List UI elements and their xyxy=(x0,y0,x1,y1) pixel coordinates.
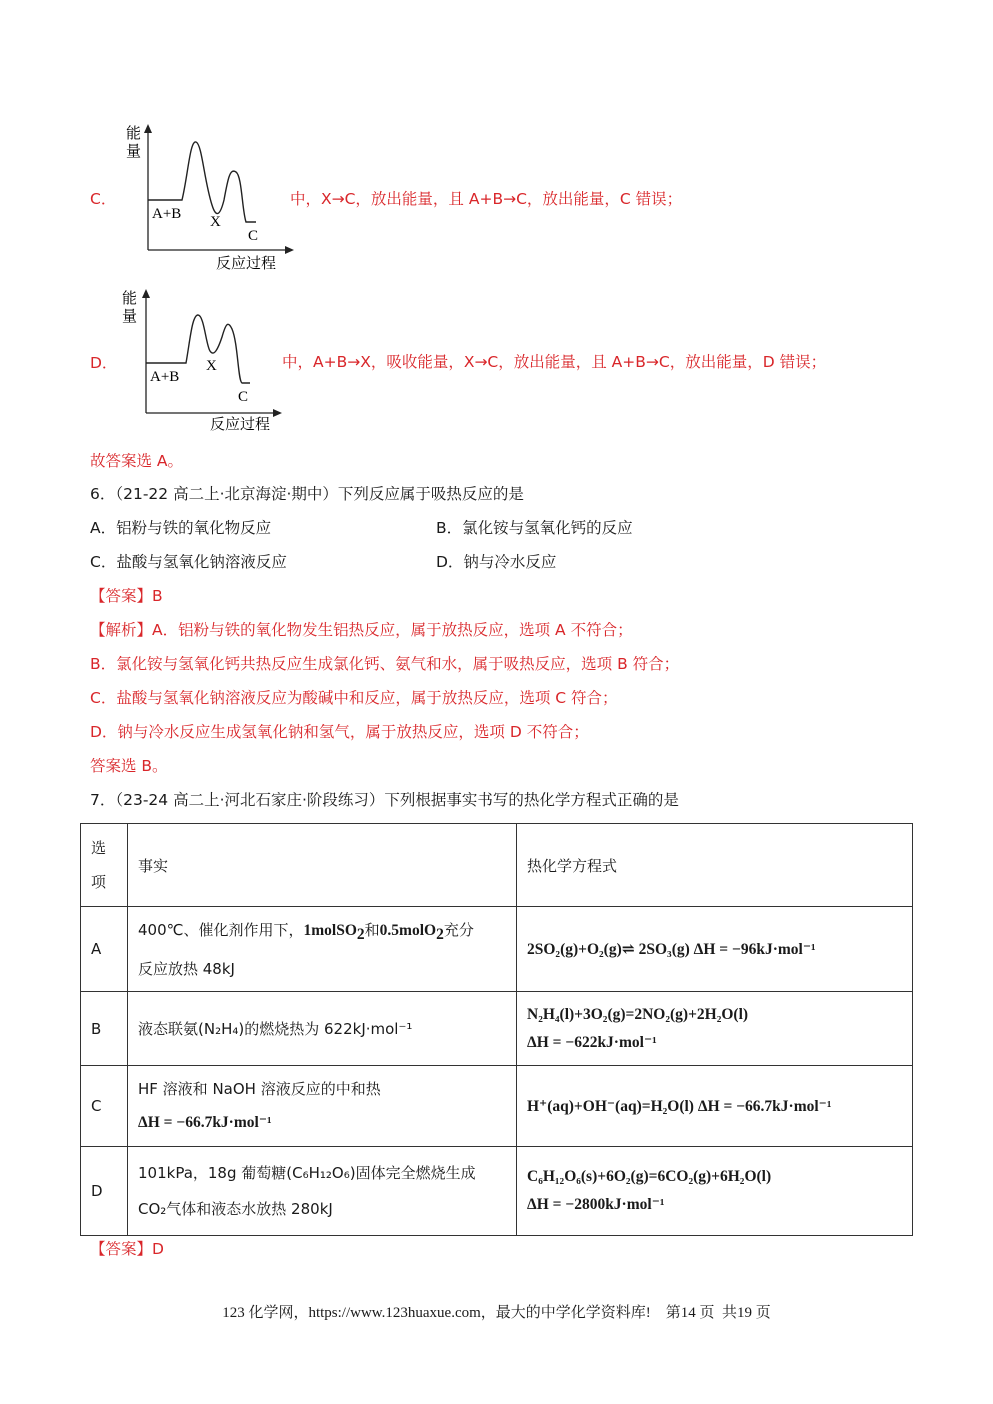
q7-row-c xyxy=(81,1066,913,1147)
q7-header-equation: 热化学方程式 xyxy=(517,824,913,907)
q7-row-c-eq-1: H⁺(aq)+OH⁻(aq)=H₂O(l) ΔH = −66.7kJ·mol⁻¹ xyxy=(527,1098,832,1115)
q7-row-b xyxy=(81,992,913,1066)
q7-row-a-equation xyxy=(517,907,913,992)
diagram-c-end-label: C xyxy=(248,228,259,244)
q7-row-b-equation xyxy=(517,992,913,1066)
diagram-c-ylabel-1: 能 xyxy=(126,126,142,142)
q7-row-d-equation xyxy=(517,1147,913,1236)
q6-option-c: C．盐酸与氢氧化钠溶液反应 xyxy=(90,553,287,571)
diagram-d-end-label: C xyxy=(238,389,249,405)
q7-row-d-option: D xyxy=(81,1147,128,1236)
q7-row-d-eq-1: C₆H₁₂O₆(s)+6O₂(g)=6CO₂(g)+6H₂O(l) xyxy=(527,1168,772,1185)
q6-analysis-line-2: B．氯化铵与氢氧化钙共热反应生成氯化钙、氨气和水，属于吸热反应，选项 B 符合； xyxy=(90,655,680,673)
q6-stem: 6．（21-22 高二上·北京海淀·期中）下列反应属于吸热反应的是 xyxy=(90,485,524,503)
diagram-c-xlabel: 反应过程 xyxy=(216,256,277,272)
q7-row-a-fact-1g: 充分 xyxy=(443,920,474,939)
diagram-d-ylabel-2: 量 xyxy=(122,309,138,325)
q7-header-option-1: 选 xyxy=(91,839,107,857)
q7-row-a-fact xyxy=(128,907,517,992)
q7-row-c-fact-line-1: HF 溶液和 NaOH 溶液反应的中和热 xyxy=(138,1080,381,1098)
q6-analysis-line-3: C．盐酸与氢氧化钠溶液反应为酸碱中和反应，属于放热反应，选项 C 符合； xyxy=(90,689,618,707)
q6-answer xyxy=(90,586,163,606)
q7-header-fact: 事实 xyxy=(128,824,517,907)
q7-row-d-fact-line-2: CO₂气体和液态水放热 280kJ xyxy=(138,1200,333,1218)
q6-conclusion: 答案选 B。 xyxy=(90,757,168,775)
q7-header-option xyxy=(81,824,128,907)
diagram-c-mid-label: X xyxy=(210,214,221,230)
diagram-c-start-label: A+B xyxy=(152,206,182,222)
q6-analysis-line-1 xyxy=(90,620,633,640)
q7-row-a-fact-1f: 2 xyxy=(436,925,444,943)
q7-row-d xyxy=(81,1147,913,1236)
q7-row-b-fact xyxy=(128,992,517,1066)
page-footer: 123 化学网，https://www.123huaxue.com，最大的中学化学资料库! 第14 页 共19 页 xyxy=(222,1305,771,1321)
q7-answer-value: D xyxy=(152,1240,164,1258)
q7-row-b-fact-line-1: 液态联氨(N₂H₄)的燃烧热为 622kJ·mol⁻¹ xyxy=(138,1020,413,1038)
q6-option-b: B．氯化铵与氢氧化钙的反应 xyxy=(436,519,633,537)
q7-row-a-fact-line-1 xyxy=(138,913,506,952)
q7-row-a-fact-line-2: 反应放热 48kJ xyxy=(138,959,235,978)
q6-answer-value: B xyxy=(152,587,163,605)
q7-row-b-eq-1: N₂H₄(l)+3O₂(g)=2NO₂(g)+2H₂O(l) xyxy=(527,1005,749,1023)
q7-row-a-fact-1d: 和 xyxy=(364,920,380,939)
q7-row-a-fact-1a: 400℃、催化剂作用下， xyxy=(138,920,304,939)
q7-row-a-fact-1c: 2 xyxy=(356,925,365,943)
q7-row-a-eq-1: 2SO₂(g)+O₂(g)⇌ 2SO₃(g) ΔH = −96kJ·mol⁻¹ xyxy=(527,941,816,958)
diagram-d-start-label: A+B xyxy=(150,369,180,385)
q7-table-header xyxy=(81,824,913,907)
option-c-letter: C． xyxy=(90,190,117,208)
q7-answer-label: 【答案】 xyxy=(90,1240,153,1258)
q7-row-d-fact-line-1: 101kPa，18g 葡萄糖(C₆H₁₂O₆)固体完全燃烧生成 xyxy=(138,1164,476,1182)
q6-option-a: A．铝粉与铁的氧化物反应 xyxy=(90,519,272,537)
q7-answer xyxy=(90,1239,164,1259)
energy-diagram-d xyxy=(118,285,288,440)
q7-row-c-fact xyxy=(128,1066,517,1147)
q7-stem: 7．（23-24 高二上·河北石家庄·阶段练习）下列根据事实书写的热化学方程式正确的是 xyxy=(90,791,679,809)
q7-row-c-fact-line-2: ΔH = −66.7kJ·mol⁻¹ xyxy=(138,1114,272,1131)
q7-row-a-fact-1e: 0.5molO xyxy=(379,921,437,939)
diagram-d-ylabel-1: 能 xyxy=(122,291,138,307)
q7-row-a-fact-1b: 1molSO xyxy=(303,921,357,939)
q7-row-b-eq-2: ΔH = −622kJ·mol⁻¹ xyxy=(527,1033,657,1051)
q7-row-d-eq-2: ΔH = −2800kJ·mol⁻¹ xyxy=(527,1196,665,1213)
diagram-c-ylabel-2: 量 xyxy=(126,144,142,160)
q7-row-a-option: A xyxy=(81,907,128,992)
q7-row-c-equation xyxy=(517,1066,913,1147)
q7-row-a xyxy=(81,907,913,992)
q5-conclusion: 故答案选 A。 xyxy=(90,452,184,470)
q7-row-b-option: B xyxy=(81,992,128,1066)
q6-answer-label: 【答案】 xyxy=(90,587,153,605)
q7-header-option-2: 项 xyxy=(91,873,107,891)
q7-row-d-fact xyxy=(128,1147,517,1236)
option-c-text: 中，X→C，放出能量，且 A+B→C，放出能量，C 错误； xyxy=(290,190,683,208)
q7-row-c-option: C xyxy=(81,1066,128,1147)
diagram-d-mid-label: X xyxy=(206,358,217,374)
q6-analysis-line-4: D．钠与冷水反应生成氢氧化钠和氢气，属于放热反应，选项 D 不符合； xyxy=(90,723,589,741)
q6-analysis-label: 【解析】 xyxy=(90,621,153,639)
option-d-text: 中，A+B→X，吸收能量，X→C，放出能量，且 A+B→C，放出能量，D 错误； xyxy=(282,353,827,371)
q6-option-d: D．钠与冷水反应 xyxy=(436,553,557,571)
energy-diagram-c xyxy=(120,120,300,275)
diagram-d-xlabel: 反应过程 xyxy=(210,417,271,433)
option-d-letter: D． xyxy=(90,354,118,372)
q6-analysis-text-1: A．铝粉与铁的氧化物发生铝热反应，属于放热反应，选项 A 不符合； xyxy=(152,621,633,639)
q7-table xyxy=(80,823,913,1236)
